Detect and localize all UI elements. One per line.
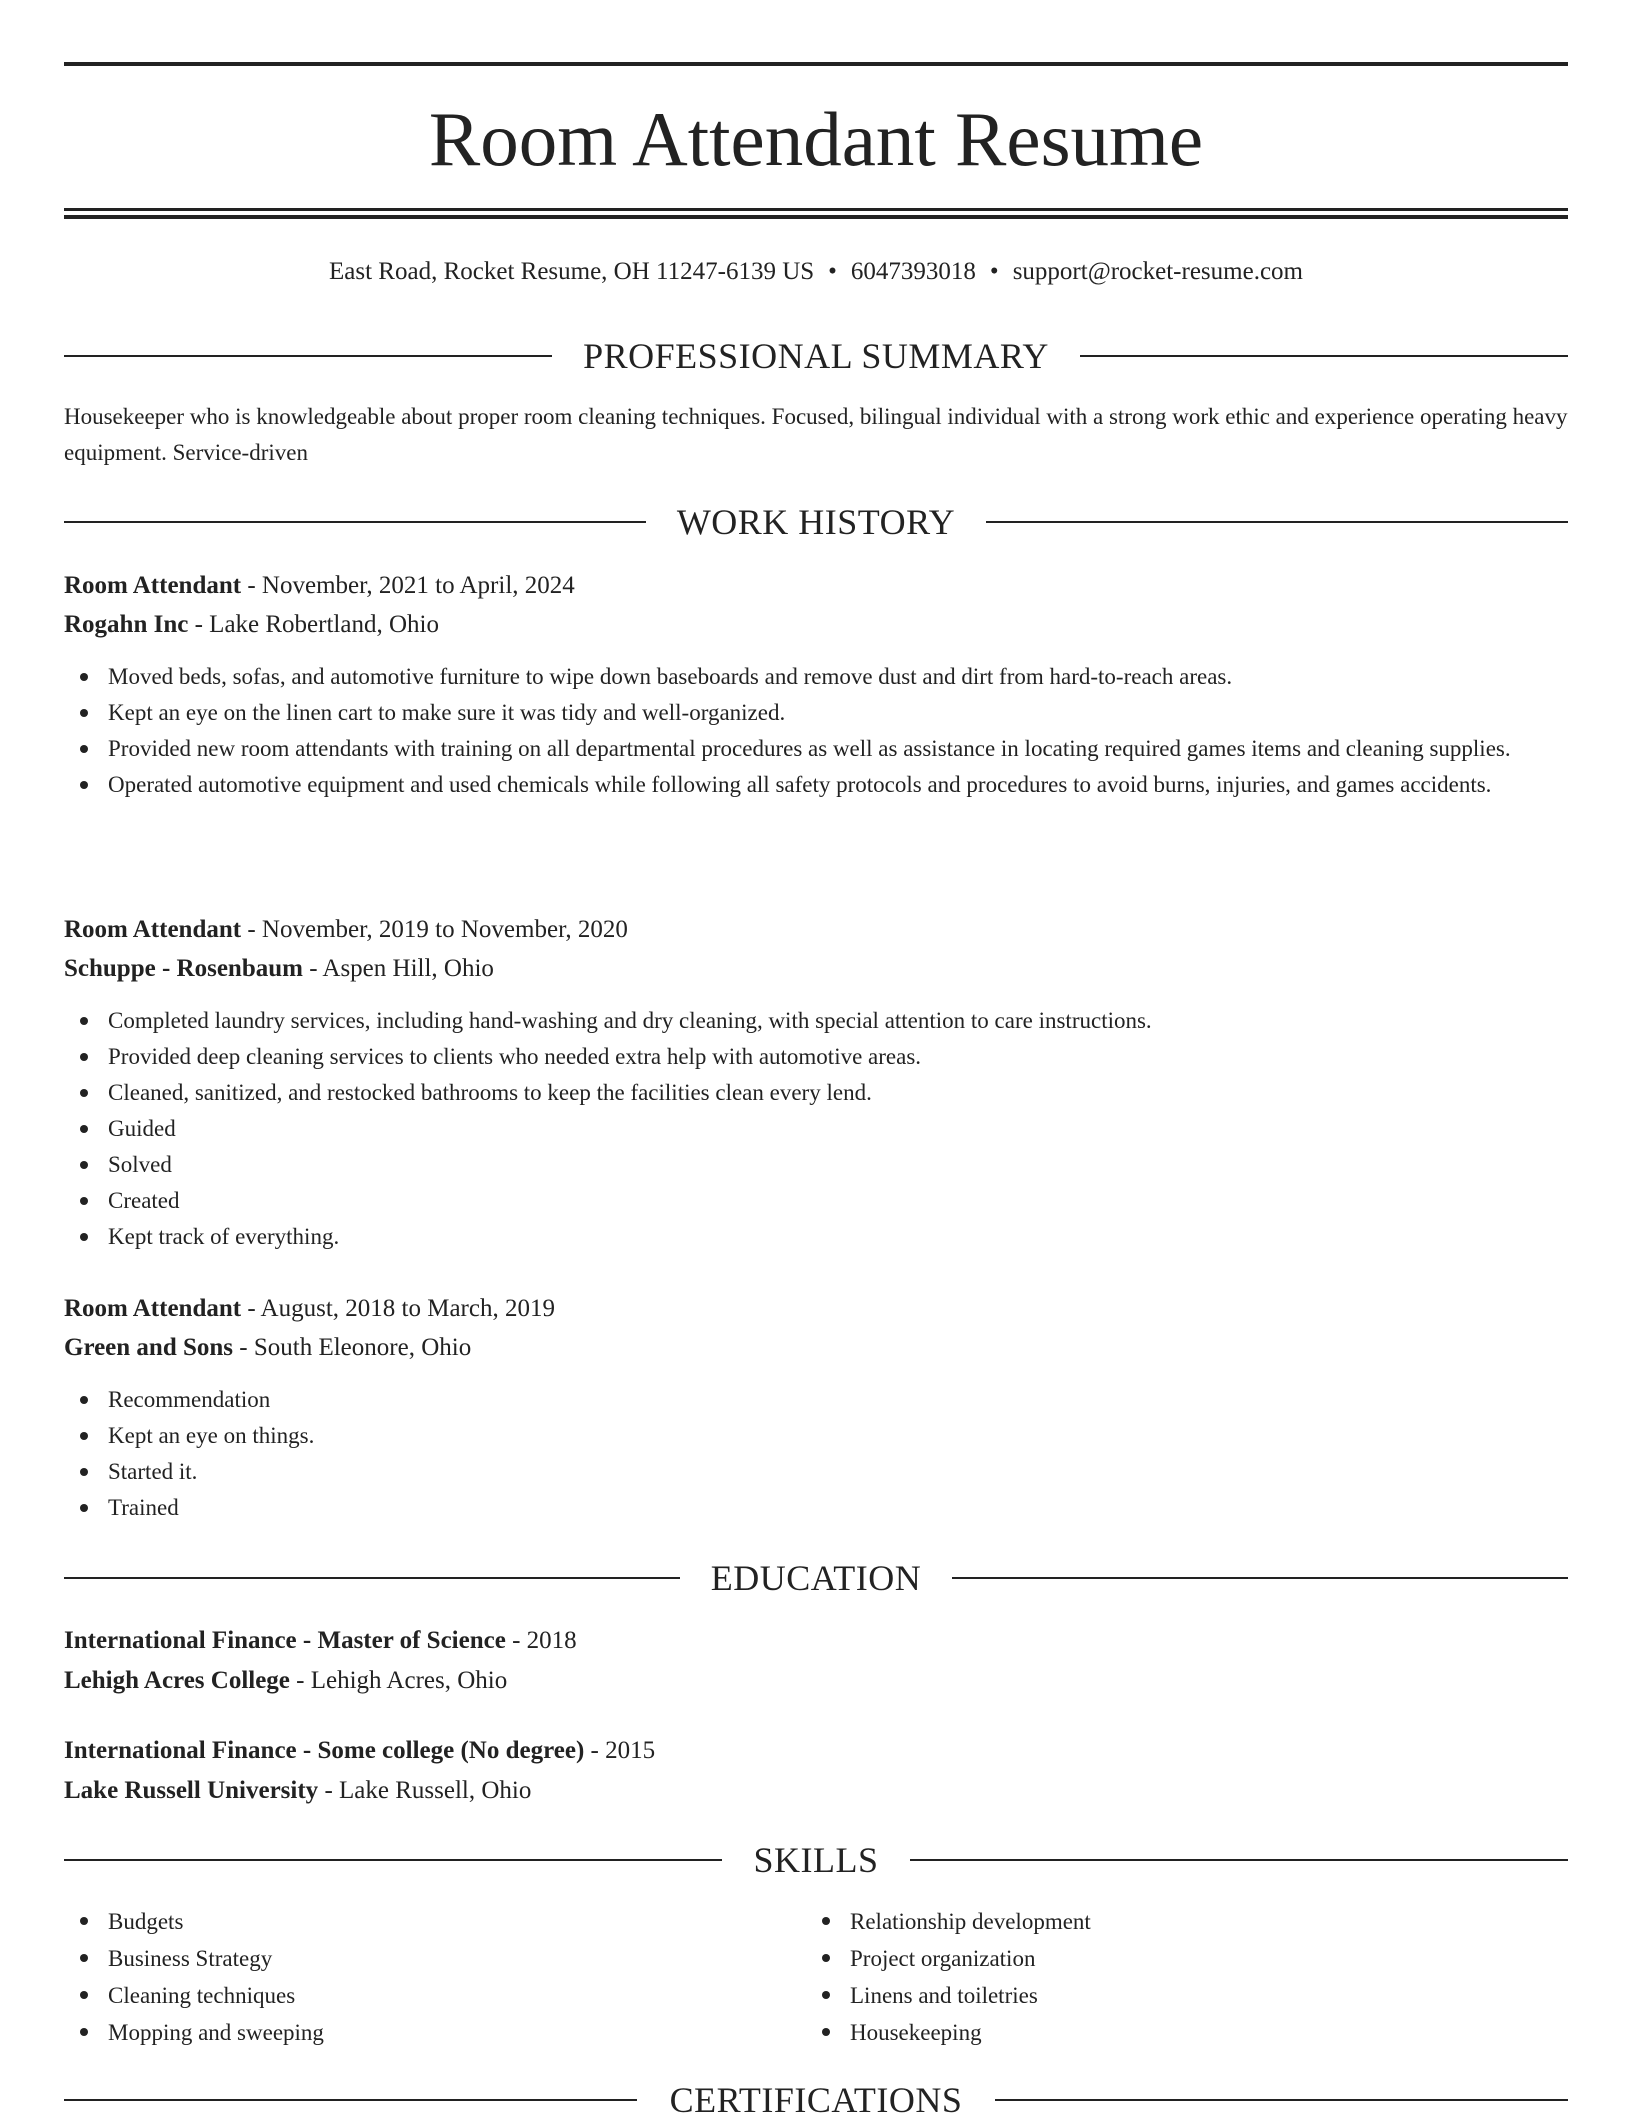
heading-rule-right bbox=[952, 1577, 1568, 1579]
list-item: Provided deep cleaning services to clients who needed extra help with automotive areas. bbox=[64, 1039, 1568, 1075]
list-item: Kept an eye on things. bbox=[64, 1418, 1568, 1454]
education-degree-line bbox=[64, 1731, 1568, 1771]
education-school: Lehigh Acres College bbox=[64, 1667, 290, 1694]
heading-rule-right bbox=[995, 2099, 1568, 2101]
contact-address: East Road, Rocket Resume, OH 11247-6139 US bbox=[329, 258, 815, 285]
list-item: Recommendation bbox=[64, 1382, 1568, 1418]
section-title-summary: PROFESSIONAL SUMMARY bbox=[583, 336, 1049, 376]
job-title: Room Attendant bbox=[64, 572, 242, 599]
job-title-line bbox=[64, 910, 1568, 950]
heading-rule-right bbox=[910, 1859, 1568, 1861]
job-title: Room Attendant bbox=[64, 916, 242, 943]
section-heading-education bbox=[64, 1556, 1568, 1600]
job-company-line bbox=[64, 1328, 1568, 1368]
job-dates: - November, 2019 to November, 2020 bbox=[241, 916, 628, 943]
education-year: - 2018 bbox=[505, 1627, 577, 1654]
job-dates: - November, 2021 to April, 2024 bbox=[241, 572, 575, 599]
skill-item: Relationship development bbox=[806, 1903, 1506, 1940]
education-school-line bbox=[64, 1771, 1568, 1811]
skill-item: Cleaning techniques bbox=[64, 1977, 764, 2014]
list-item: Operated automotive equipment and used chemicals while following all safety protocols and procedures to avoid burns, injuries, and games accidents. bbox=[64, 767, 1568, 803]
list-item: Started it. bbox=[64, 1454, 1568, 1490]
heading-rule-right bbox=[986, 521, 1568, 523]
education-school: Lake Russell University bbox=[64, 1777, 319, 1804]
education-location: - Lehigh Acres, Ohio bbox=[289, 1667, 508, 1694]
section-heading-work bbox=[64, 500, 1568, 544]
list-item: Solved bbox=[64, 1147, 1568, 1183]
education-degree-line bbox=[64, 1621, 1568, 1661]
skill-item: Mopping and sweeping bbox=[64, 2014, 764, 2051]
list-item: Created bbox=[64, 1183, 1568, 1219]
contact-separator: • bbox=[828, 258, 837, 285]
contact-phone: 6047393018 bbox=[850, 258, 976, 285]
skill-item: Housekeeping bbox=[806, 2014, 1506, 2051]
list-item: Completed laundry services, including hand-washing and dry cleaning, with special attention to care instructions. bbox=[64, 1003, 1568, 1039]
title-rule-lower bbox=[64, 215, 1568, 219]
job-bullets bbox=[64, 1382, 1568, 1526]
education-location: - Lake Russell, Ohio bbox=[318, 1777, 532, 1804]
list-item: Provided new room attendants with training on all departmental procedures as well as assistance in locating required games items and cleaning supplies. bbox=[64, 731, 1568, 767]
contact-email: support@rocket-resume.com bbox=[1012, 258, 1303, 285]
skill-item: Business Strategy bbox=[64, 1940, 764, 1977]
list-item: Cleaned, sanitized, and restocked bathrooms to keep the facilities clean every lend. bbox=[64, 1075, 1568, 1111]
section-title-education: EDUCATION bbox=[710, 1558, 922, 1598]
job-company: Schuppe - Rosenbaum bbox=[64, 955, 303, 982]
education-school-line bbox=[64, 1661, 1568, 1701]
job-location: - Lake Robertland, Ohio bbox=[188, 611, 439, 638]
heading-rule-right bbox=[1080, 355, 1568, 357]
job-title: Room Attendant bbox=[64, 1295, 242, 1322]
contact-separator: • bbox=[989, 258, 999, 285]
skill-item: Budgets bbox=[64, 1903, 764, 1940]
job-title-line bbox=[64, 1289, 1568, 1329]
list-item: Moved beds, sofas, and automotive furniture to wipe down baseboards and remove dust and dirt from hard-to-reach areas. bbox=[64, 659, 1568, 695]
page-title: Room Attendant Resume bbox=[428, 96, 1204, 182]
summary-text: Housekeeper who is knowledgeable about proper room cleaning techniques. Focused, bilingual individual with a strong work ethic and experience operating heavy equipment. Service-driven bbox=[64, 404, 1568, 465]
list-item: Trained bbox=[64, 1490, 1568, 1526]
skill-item: Linens and toiletries bbox=[806, 1977, 1506, 2014]
section-heading-certifications bbox=[64, 2078, 1568, 2122]
education-year: - 2015 bbox=[584, 1737, 656, 1764]
job-title-line bbox=[64, 566, 1568, 606]
list-item: Kept track of everything. bbox=[64, 1219, 1568, 1255]
job-location: - South Eleonore, Ohio bbox=[233, 1334, 472, 1361]
section-heading-skills bbox=[64, 1838, 1568, 1882]
list-item: Kept an eye on the linen cart to make sure it was tidy and well-organized. bbox=[64, 695, 1568, 731]
job-company-line bbox=[64, 605, 1568, 645]
list-item: Guided bbox=[64, 1111, 1568, 1147]
section-title-certifications: CERTIFICATIONS bbox=[669, 2080, 963, 2120]
section-heading-summary bbox=[64, 334, 1568, 378]
job-company: Green and Sons bbox=[64, 1334, 234, 1361]
job-company-line bbox=[64, 949, 1568, 989]
skills-list-left bbox=[64, 1903, 764, 2051]
job-bullets bbox=[64, 1003, 1568, 1255]
education-degree: International Finance - Some college (No degree) bbox=[64, 1737, 585, 1764]
skill-item: Project organization bbox=[806, 1940, 1506, 1977]
top-rule bbox=[64, 62, 1568, 66]
job-bullets bbox=[64, 659, 1568, 803]
job-company: Rogahn Inc bbox=[64, 611, 189, 638]
skills-list-right bbox=[806, 1903, 1506, 2051]
contact-line bbox=[64, 254, 1568, 290]
job-location: - Aspen Hill, Ohio bbox=[302, 955, 494, 982]
education-degree: International Finance - Master of Science bbox=[64, 1627, 506, 1654]
job-dates: - August, 2018 to March, 2019 bbox=[241, 1295, 555, 1322]
section-title-work: WORK HISTORY bbox=[676, 502, 956, 542]
section-title-skills: SKILLS bbox=[753, 1840, 879, 1880]
title-rule-upper bbox=[64, 208, 1568, 211]
